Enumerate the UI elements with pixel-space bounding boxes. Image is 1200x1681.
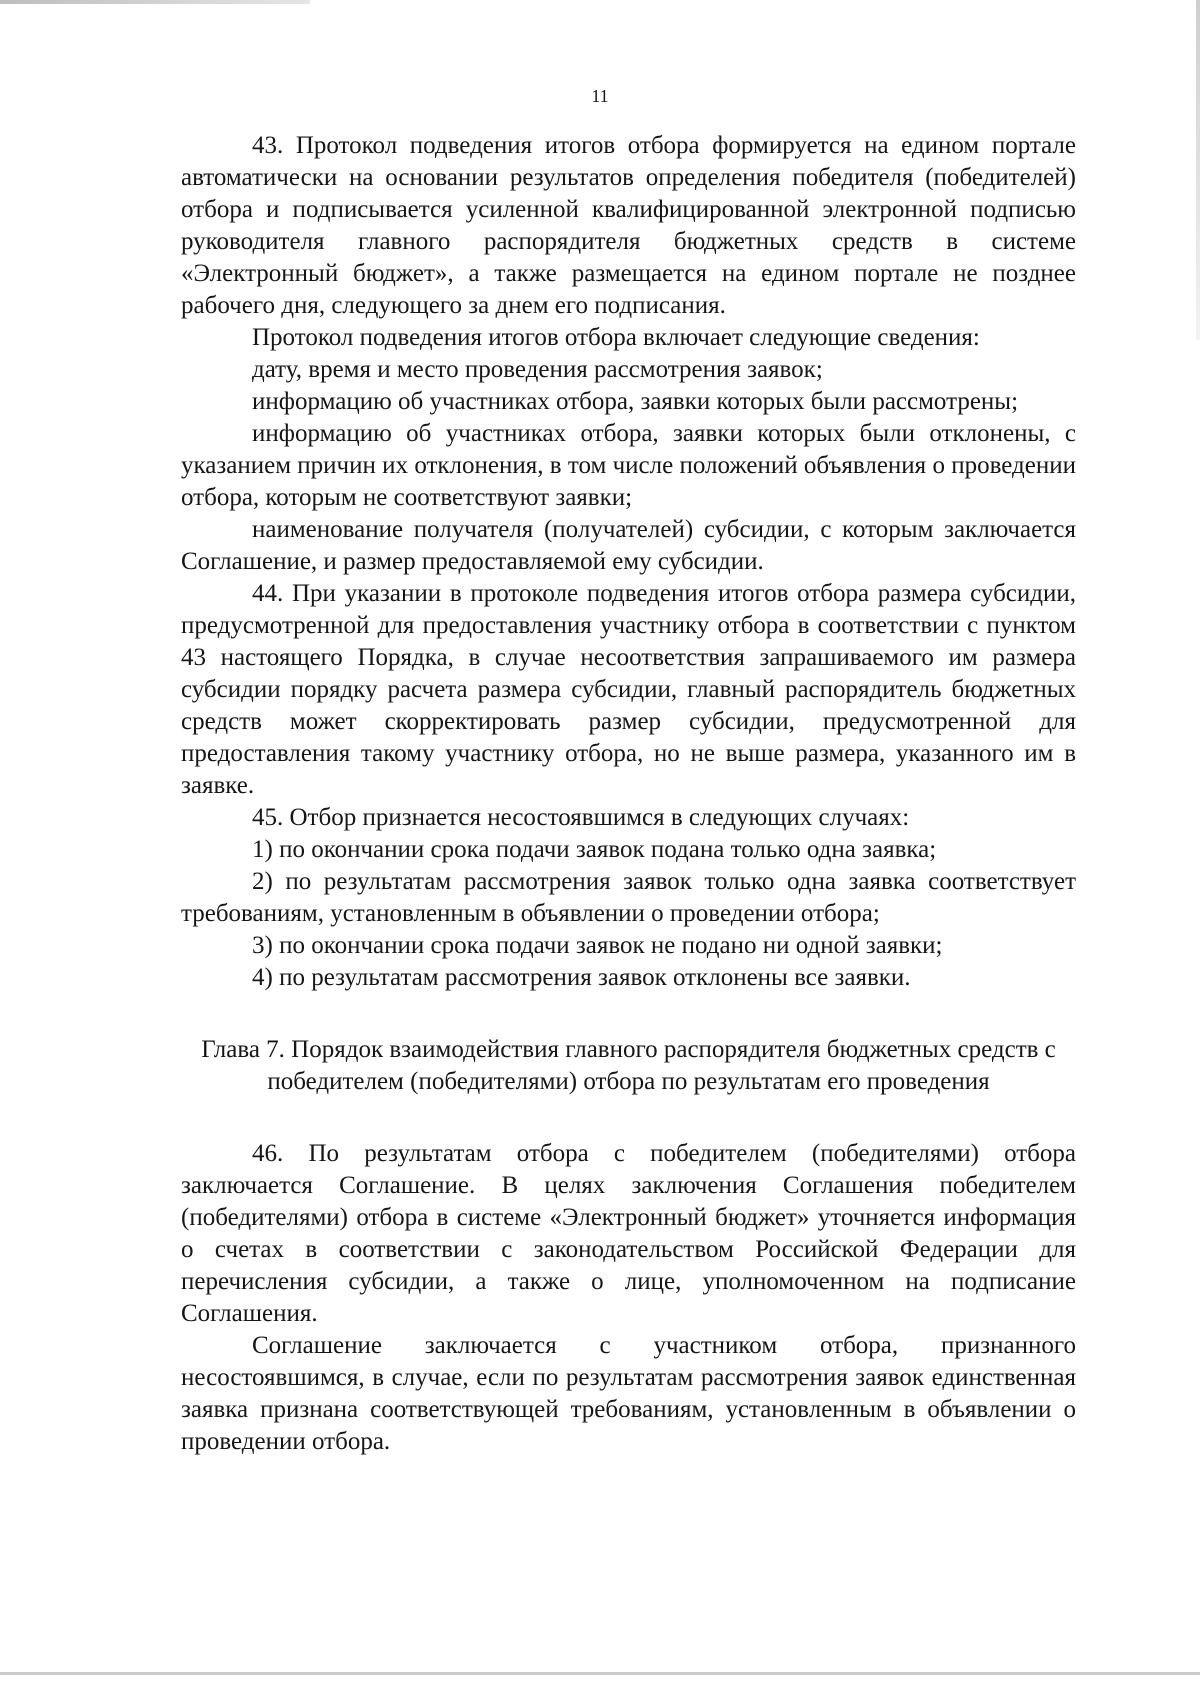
list-item-45-2: 2) по результатам рассмотрения заявок только одна заявка соответствует требованиям, установленным в объявлении о проведении отбора; [181,868,1076,927]
scan-artifact-top [0,0,310,4]
document-body [181,130,1076,1458]
scan-artifact-right [1196,0,1200,340]
paragraph-44: 44. При указании в протоколе подведения итогов отбора размера субсидии, предусмотренной для предоставления участнику отбора в соответствии с пунктом 43 настоящего Порядка, в случае несоответствия запрашиваемого им размера субсидии порядку расчета размера субсидии, главный распорядитель бюджетных средств может скорректировать размер субсидии, предусмотренной для предоставления такому участнику отбора, но не выше размера, указанного им в заявке. [181,580,1076,799]
list-item-45-4: 4) по результатам рассмотрения заявок отклонены все заявки. [252,964,911,991]
list-item-45-3: 3) по окончании срока подачи заявок не подано ни одной заявки; [252,932,943,959]
paragraph-43: 43. Протокол подведения итогов отбора формируется на едином портале автоматически на основании результатов определения победителя (победителей) отбора и подписывается усиленной квалифицированной электронной подписью руководителя главного распорядителя бюджетных средств в системе «Электронный бюджет», а также размещается на едином портале не позднее рабочего дня, следующего за днем его подписания. [181,132,1076,319]
scan-artifact-bottom [0,1672,1200,1675]
chapter-heading: Глава 7. Порядок взаимодействия главного распорядителя бюджетных средств с победителем (победителями) отбора по результатам его проведения [201,1036,1056,1095]
list-item-participants-reviewed: информацию об участниках отбора, заявки которых были рассмотрены; [252,388,1019,415]
list-item-participants-rejected: информацию об участниках отбора, заявки которых были отклонены, с указанием причин их отклонения, в том числе положений объявления о проведении отбора, которым не соответствуют заявки; [181,420,1076,511]
page-number: 11 [591,86,609,106]
list-item-date-time-place: дату, время и место проведения рассмотрения заявок; [252,356,823,383]
paragraph-46: 46. По результатам отбора с победителем (победителями) отбора заключается Соглашение. В целях заключения Соглашения победителем (победителями) отбора в системе «Электронный бюджет» уточняется информация о счетах в соответствии с законодательством Российской Федерации для перечисления субсидии, а также о лице, уполномоченном на подписание Соглашения. [181,1140,1076,1327]
list-item-recipient-name: наименование получателя (получателей) субсидии, с которым заключается Соглашение, и размер предоставляемой ему субсидии. [181,516,1076,575]
list-item-45-1: 1) по окончании срока подачи заявок подана только одна заявка; [252,836,937,863]
paragraph-protocol-contents: Протокол подведения итогов отбора включает следующие сведения: [252,324,980,351]
paragraph-45: 45. Отбор признается несостоявшимся в следующих случаях: [252,804,910,831]
paragraph-agreement: Соглашение заключается с участником отбора, признанного несостоявшимся, в случае, если по результатам рассмотрения заявок единственная заявка признана соответствующей требованиям, установленным в объявлении о проведении отбора. [181,1332,1076,1455]
